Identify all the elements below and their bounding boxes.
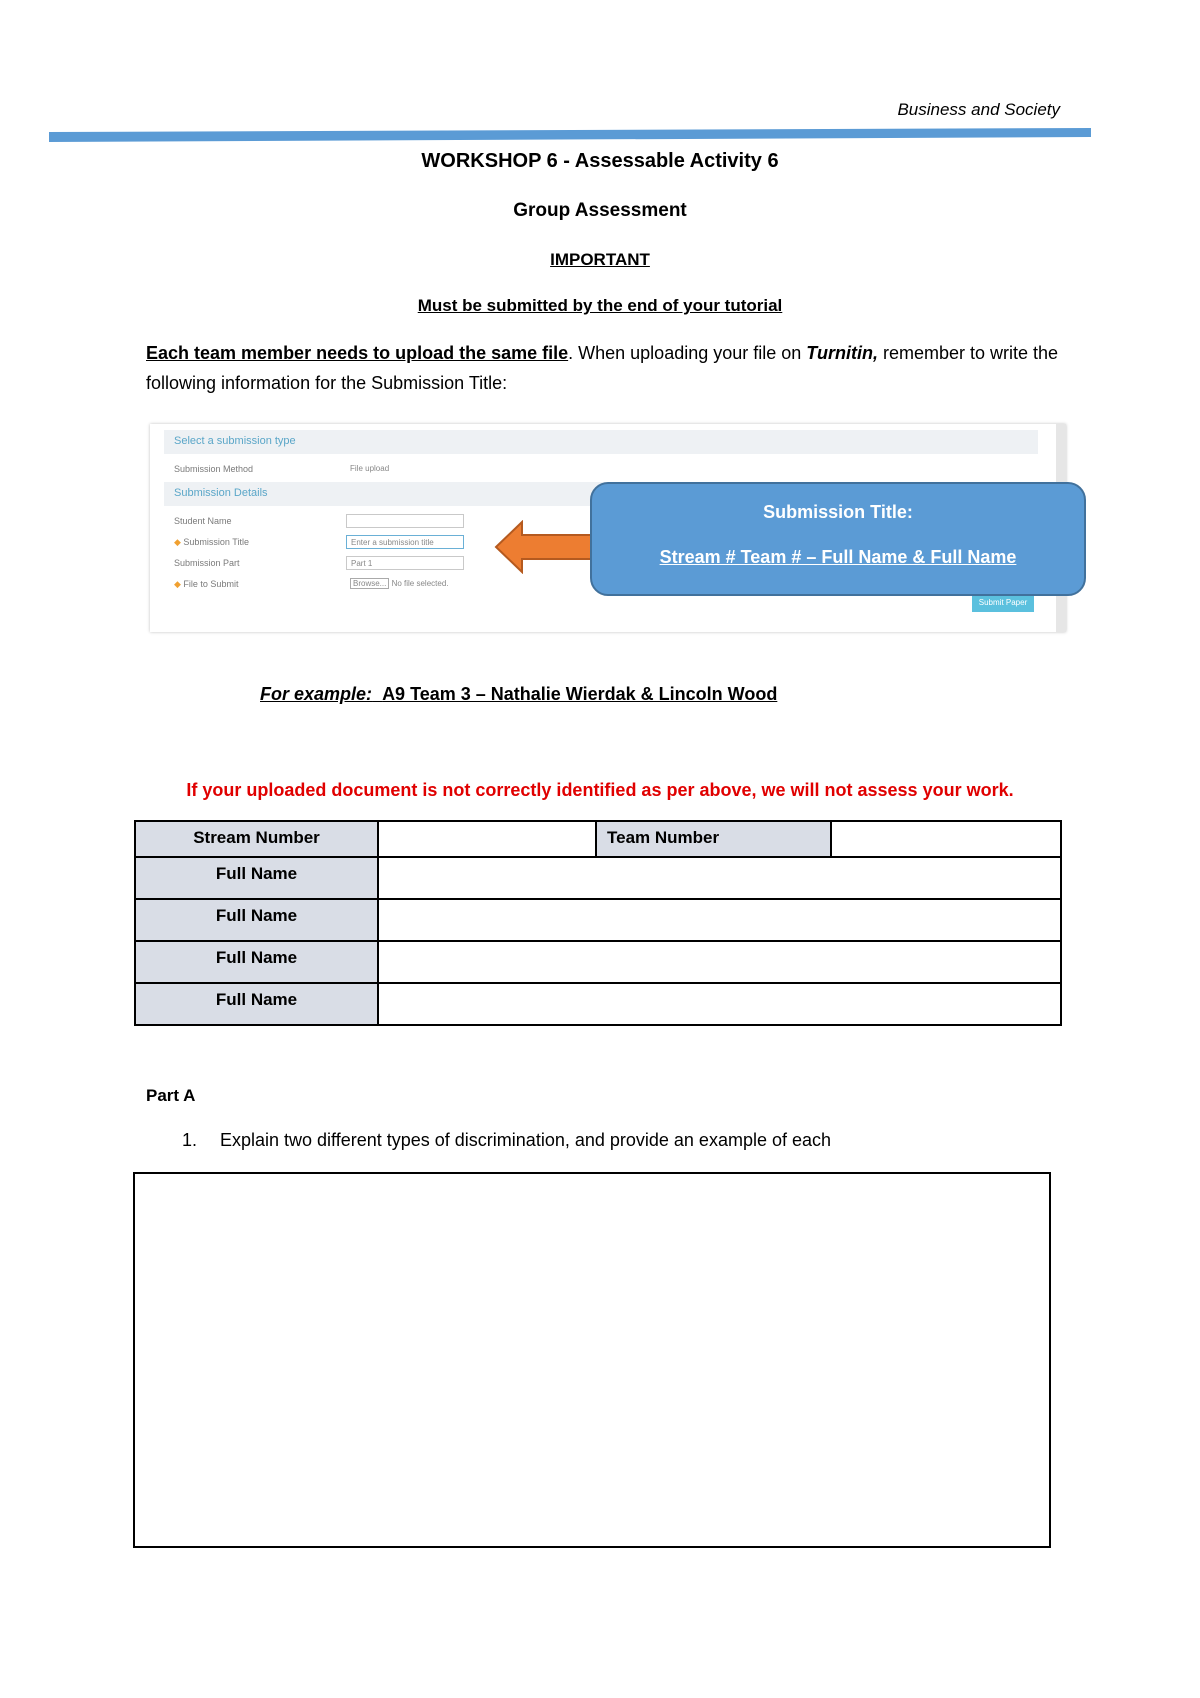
arrow-left-icon	[494, 520, 602, 574]
table-row	[135, 941, 1061, 983]
callout-heading: Submission Title:	[763, 502, 913, 522]
part-label: Submission Part	[174, 558, 240, 568]
method-label: Submission Method	[174, 464, 254, 474]
instructions-text-1: . When uploading your file on	[568, 343, 807, 363]
header-rule	[49, 128, 1091, 142]
warning-notice: If your uploaded document is not correctly identified as per above, we will not assess your work.	[186, 780, 1014, 800]
instructions-strong: Each team member needs to upload the same file	[146, 343, 569, 363]
question-1	[182, 1130, 831, 1151]
file-picker: Browse... No file selected.	[346, 577, 566, 591]
full-name-field[interactable]	[378, 941, 1061, 983]
table-row	[135, 821, 1061, 857]
student-label: Student Name	[174, 516, 232, 526]
question-text: Explain two different types of discrimination, and provide an example of each	[220, 1130, 832, 1150]
example-line	[260, 684, 777, 705]
stream-number-field[interactable]	[378, 821, 596, 857]
callout-format: Stream # Team # – Full Name & Full Name	[659, 547, 1017, 567]
required-icon: ◆	[174, 579, 184, 589]
part-select: Part 1	[346, 556, 464, 570]
file-label: ◆ File to Submit	[174, 579, 239, 589]
answer-box[interactable]	[133, 1172, 1051, 1548]
full-name-label: Full Name	[135, 899, 378, 941]
title-label: ◆ Submission Title	[174, 537, 249, 547]
deadline-notice: Must be submitted by the end of your tutorial	[417, 296, 783, 315]
page-title: WORKSHOP 6 - Assessable Activity 6	[421, 150, 779, 172]
example-value: A9 Team 3 – Nathalie Wierdak & Lincoln Wood	[382, 684, 778, 704]
full-name-field[interactable]	[378, 899, 1061, 941]
table-row	[135, 899, 1061, 941]
required-icon: ◆	[174, 537, 184, 547]
running-header: Business and Society	[897, 100, 1060, 119]
submission-title-callout	[590, 482, 1086, 596]
team-number-label: Team Number	[596, 821, 831, 857]
method-select: File upload	[346, 462, 464, 476]
full-name-label: Full Name	[135, 941, 378, 983]
form-section-title: Submission Details	[174, 487, 268, 499]
upload-instructions	[146, 338, 1076, 398]
submit-paper-button: Submit Paper	[972, 594, 1034, 612]
table-row	[135, 983, 1061, 1025]
form-section-bar	[164, 430, 1038, 454]
stream-number-label: Stream Number	[135, 821, 378, 857]
question-number: 1.	[182, 1130, 198, 1150]
example-label: For example:	[260, 684, 373, 704]
instructions-platform: Turnitin,	[806, 343, 878, 363]
table-row	[135, 857, 1061, 899]
full-name-field[interactable]	[378, 983, 1061, 1025]
team-details-table	[134, 820, 1062, 1026]
form-section-title: Select a submission type	[174, 435, 296, 447]
title-input: Enter a submission title	[346, 535, 464, 549]
instructions-text-2: remember to write the following information for the Submission Title:	[146, 343, 1059, 393]
part-a-heading: Part A	[146, 1086, 196, 1105]
full-name-label: Full Name	[135, 857, 378, 899]
team-number-field[interactable]	[831, 821, 1061, 857]
student-select	[346, 514, 464, 528]
important-heading: IMPORTANT	[550, 250, 650, 269]
full-name-field[interactable]	[378, 857, 1061, 899]
page-subtitle: Group Assessment	[513, 200, 687, 221]
full-name-label: Full Name	[135, 983, 378, 1025]
